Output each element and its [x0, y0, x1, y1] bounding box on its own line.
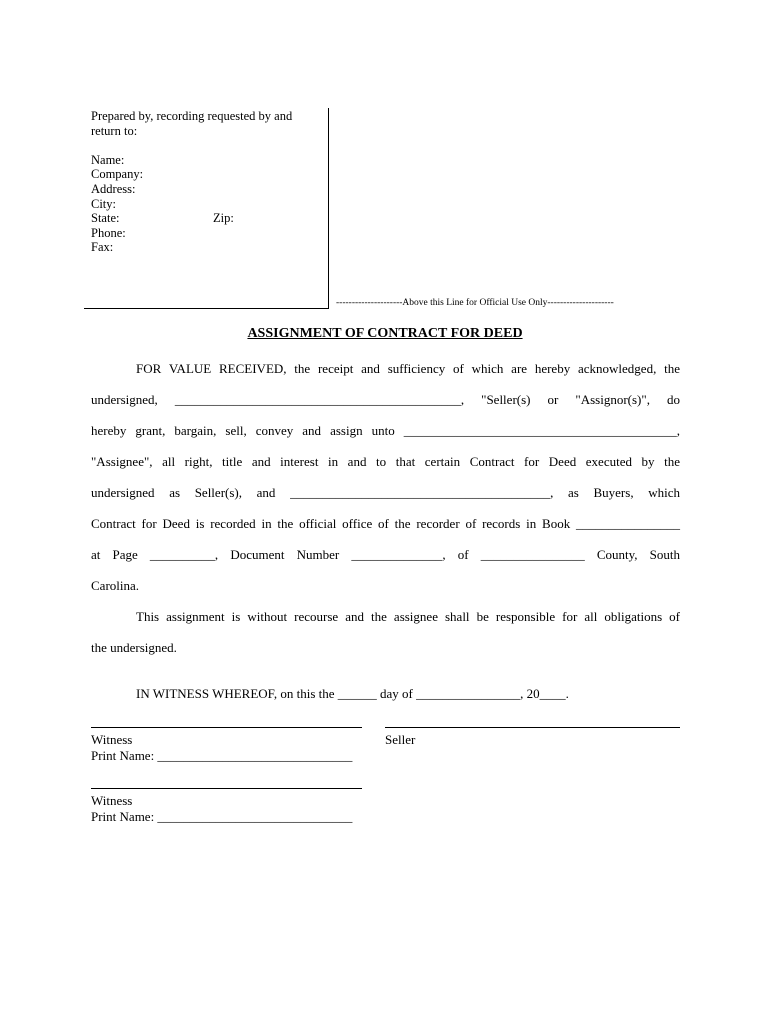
document-title: ASSIGNMENT OF CONTRACT FOR DEED: [247, 326, 523, 341]
body-line-9: This assignment is without recourse and the assignee shall be responsible for all obligations of: [136, 609, 680, 624]
header-bottom-rule: [84, 308, 329, 309]
witness-whereof-line: IN WITNESS WHEREOF, on this the ______ day of ________________, 20____.: [136, 686, 569, 701]
body-line-7: at Page __________, Document Number ______________, of ________________ County, South: [91, 547, 680, 562]
witness-2-signature-line: [91, 788, 362, 789]
body-line-8: Carolina.: [91, 578, 140, 593]
return-to-label: return to:: [91, 123, 138, 138]
witness-1-signature-line: [91, 727, 362, 728]
witness-1-label: Witness: [91, 732, 133, 747]
address-label: Address:: [91, 182, 136, 196]
body-line-6: Contract for Deed is recorded in the official office of the recorder of records in Book ________________: [91, 516, 680, 531]
fax-label: Fax:: [91, 240, 114, 255]
city-label: City:: [91, 196, 117, 211]
seller-signature-line: [385, 727, 680, 728]
name-label: Name:: [91, 152, 125, 167]
official-use-line: ---------------------Above this Line for Official Use Only---------------------: [336, 298, 614, 308]
phone-label: Phone:: [91, 225, 126, 240]
body-line-4: "Assignee", all right, title and interest in and to that certain Contract for Deed executed by the: [91, 454, 680, 469]
body-line-2: undersigned, ____________________________________________, "Seller(s) or "Assignor(s)", do: [91, 392, 680, 407]
seller-label: Seller: [385, 732, 416, 747]
zip-label: Zip:: [213, 211, 234, 226]
witness-2-label: Witness: [91, 793, 133, 808]
prepared-by-label: Prepared by, recording requested by and: [91, 109, 293, 123]
print-name-1: Print Name: ______________________________: [91, 747, 353, 763]
body-line-10: the undersigned.: [91, 640, 177, 655]
print-name-2: Print Name: ______________________________: [91, 808, 353, 824]
company-label: Company:: [91, 167, 144, 182]
body-line-5: undersigned as Seller(s), and ________________________________________, as Buyers, which: [91, 485, 680, 500]
header-vertical-divider: [328, 108, 329, 308]
state-label: State:: [91, 211, 120, 226]
body-line-3: hereby grant, bargain, sell, convey and assign unto __________________________________________,: [91, 423, 680, 438]
body-line-1: FOR VALUE RECEIVED, the receipt and sufficiency of which are hereby acknowledged, the: [136, 361, 680, 376]
